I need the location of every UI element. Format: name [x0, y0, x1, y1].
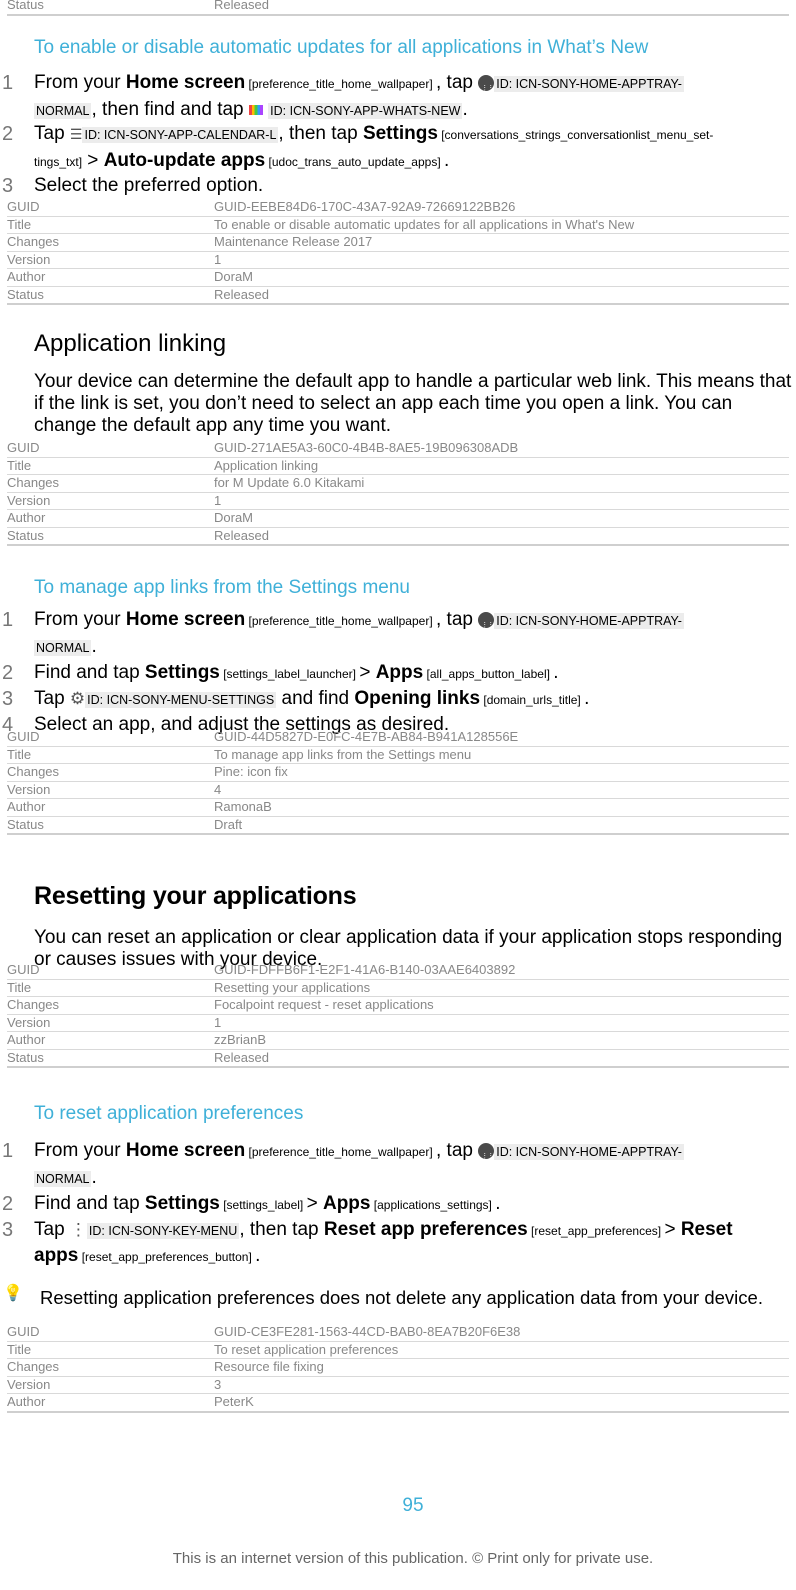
paragraph: You can reset an application or clear application data if your application stops responding or causes issues with your device.: [34, 927, 783, 970]
step-number: 3: [2, 1219, 14, 1241]
gear-icon: ⚙: [69, 689, 86, 708]
step-number: 3: [2, 175, 14, 197]
step-text: Tap ☰ ID: ICN-SONY-APP-CALENDAR-L , then tap Settings [conversations_strings_conversationlist_menu_set-: [34, 123, 714, 145]
step-number: 2: [2, 1193, 14, 1215]
step-text: Select the preferred option.: [34, 175, 264, 196]
meta-table: GUID GUID-FDFFB6F1-E2F1-41A6-B140-03AAE6403892 Title Resetting your applications Changes Focalpoint request - reset applications Version 1 Author zzBrianB Status Released: [7, 962, 789, 1068]
step-text: Select an app, and adjust the settings as desired.: [34, 714, 450, 735]
step-text: tings_txt] > Auto-update apps [udoc_trans_auto_update_apps] .: [34, 150, 450, 171]
section-title: Application linking: [34, 330, 227, 357]
step-text: apps [reset_app_preferences_button] .: [34, 1245, 261, 1266]
step-text: Find and tap Settings [settings_label_launcher] > Apps [all_apps_button_label] .: [34, 662, 559, 683]
section-title: Resetting your applications: [34, 882, 357, 910]
apptray-icon: [478, 75, 494, 91]
step-text: From your Home screen [preference_title_home_wallpaper] , tap ⋮⋮ID: ICN-SONY-HOME-APPTRAY-: [34, 1139, 684, 1164]
step-text: Tap ⋮ ID: ICN-SONY-KEY-MENU , then tap Reset app preferences [reset_app_preferences] > Reset: [34, 1219, 733, 1241]
menu-icon: ☰: [69, 126, 83, 142]
page-number: 95: [402, 1495, 424, 1516]
meta-table: GUID GUID-44D5827D-E0FC-4E7B-AB84-B941A128556E Title To manage app links from the Settings menu Changes Pine: icon fix Version 4 Author RamonaB Status Draft: [7, 729, 789, 835]
step-text: Find and tap Settings [settings_label] > Apps [applications_settings] .: [34, 1193, 501, 1214]
tip-text: Resetting application preferences does not delete any application data from your device.: [40, 1287, 763, 1308]
meta-table: GUID GUID-271AE5A3-60C0-4B4B-8AE5-19B096308ADB Title Application linking Changes for M Update 6.0 Kitakami Version 1 Author DoraM Status Released: [7, 440, 789, 546]
footer-note: This is an internet version of this publication. © Print only for private use.: [172, 1550, 654, 1567]
section-heading: To enable or disable automatic updates for all applications in What’s New: [34, 37, 649, 58]
step-text: NORMAL , then find and tap ID: ICN-SONY-APP-WHATS-NEW .: [36, 99, 468, 120]
whats-new-icon: [249, 105, 263, 115]
step-text: From your Home screen [preference_title_home_wallpaper] , tap ⋮⋮ID: ICN-SONY-HOME-APPTRAY-: [34, 608, 684, 633]
paragraph: Your device can determine the default app to handle a particular web link. This means that if the link is set, you don’t need to select an app each time you open a link. You can change the default app any time you want.: [34, 371, 792, 436]
meta-table-top: Status Released: [7, 0, 789, 16]
step-number: 1: [2, 609, 14, 631]
meta-table: GUID GUID-EEBE84D6-170C-43A7-92A9-72669122BB26 Title To enable or disable automatic updates for all applications in What's New Changes Maintenance Release 2017 Version 1 Author DoraM Status Released: [7, 199, 789, 305]
step-number: 2: [2, 123, 14, 145]
meta-table: GUID GUID-CE3FE281-1563-44CD-BAB0-8EA7B20F6E38 Title To reset application preferences Changes Resource file fixing Version 3 Author PeterK: [7, 1324, 789, 1413]
step-number: 4: [2, 714, 14, 736]
apptray-icon: [478, 1143, 494, 1159]
apptray-icon: [478, 612, 494, 628]
overflow-menu-icon: ⋮: [69, 1220, 87, 1239]
lightbulb-icon: 💡: [3, 1285, 23, 1302]
step-text: Tap ⚙ ID: ICN-SONY-MENU-SETTINGS and find Opening links [domain_urls_title] .: [34, 688, 590, 710]
step-number: 2: [2, 662, 14, 684]
step-text: From your Home screen [preference_title_home_wallpaper] , tap ⋮⋮ID: ICN-SONY-HOME-APPTRAY-: [34, 71, 684, 96]
section-heading: To manage app links from the Settings menu: [34, 577, 410, 598]
step-number: 1: [2, 1140, 14, 1162]
step-number: 3: [2, 688, 14, 710]
step-text: NORMAL .: [36, 636, 97, 657]
section-heading: To reset application preferences: [34, 1103, 304, 1124]
step-text: NORMAL .: [36, 1167, 97, 1188]
step-number: 1: [2, 72, 14, 94]
